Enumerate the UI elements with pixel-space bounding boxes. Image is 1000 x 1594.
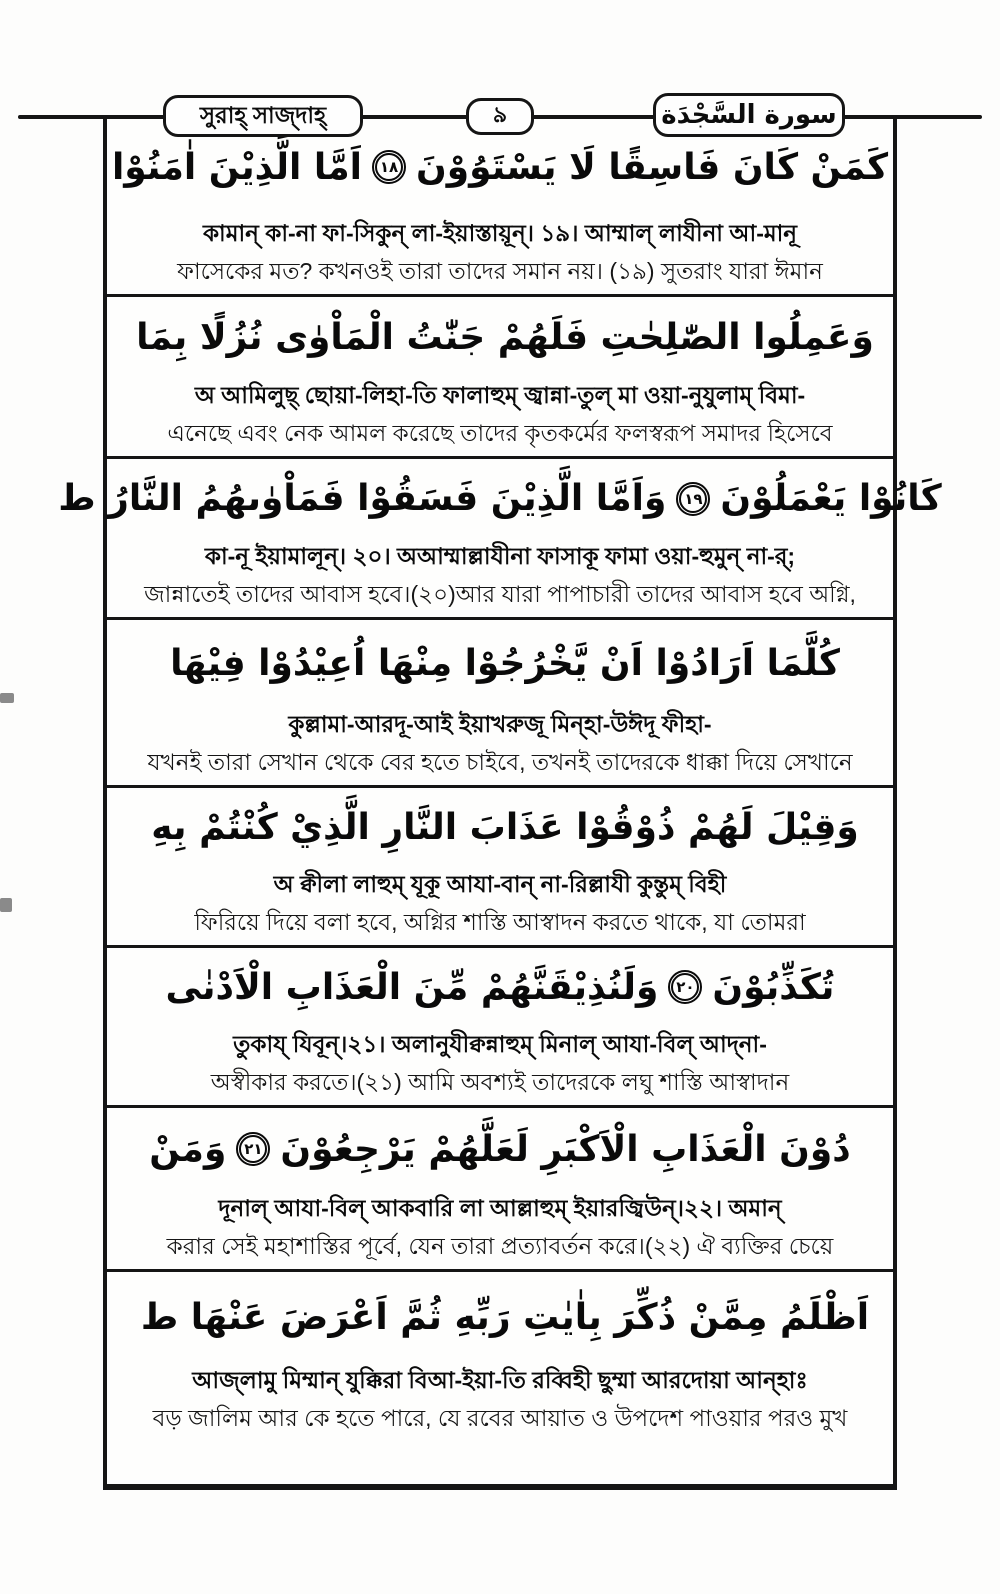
arabic-text: كَمَنْ كَانَ فَاسِقًا لَا يَسْتَوُوْنَ	[415, 146, 889, 188]
translation-line: অস্বীকার করতে।(২১) আমি অবশ্যই তাদেরকে লঘু শাস্তি আস্বাদান	[210, 1069, 790, 1095]
surah-title-arabic: سورة السَّجْدَة	[661, 100, 837, 130]
arabic-text: تُكَذِّبُوْنَ	[712, 966, 835, 1008]
arabic-line	[115, 1108, 885, 1190]
arabic-line	[115, 620, 885, 706]
translation-line: ফিরিয়ে দিয়ে বলা হবে, অগ্নির শাস্তি আস্বাদন করতে থাকে, যা তোমরা	[194, 909, 806, 935]
translation-line: করার সেই মহাশাস্তির পূর্বে, যেন তারা প্রত্যাবর্তন করে।(২২) ঐ ব্যক্তির চেয়ে	[166, 1233, 834, 1259]
arabic-line	[115, 788, 885, 866]
transliteration-line: তুকায্ যিবূন্।২১। অলানুযীক্বন্নাহুম্ মিনাল্ আযা-বিল্ আদ্‌না-	[233, 1031, 767, 1057]
content-frame	[58, 115, 942, 1490]
arabic-text: كُلَّمَا اَرَادُوْا اَنْ يَّخْرُجُوْا مِنْهَا اُعِيْدُوْا فِيْهَا	[170, 642, 840, 684]
verse-section	[107, 1272, 893, 1484]
arabic-text: كَانُوْا يَعْمَلُوْنَ	[720, 478, 942, 519]
translation-line: জান্নাতেই তাদের আবাস হবে।(২০)আর যারা পাপাচারী তাদের আবাস হবে অগ্নি,	[144, 581, 856, 607]
arabic-line	[58, 459, 942, 538]
transliteration-line: দূনাল্ আযা-বিল্ আকবারি লা আল্লাহুম্ ইয়ারজ্বিউন্।২২। অমান্	[218, 1195, 782, 1221]
scan-artifact	[0, 898, 12, 912]
transliteration-line: আজ্‌লামু মিম্মান্ যুক্কিরা বিআ-ইয়া-তি রব্বিহী ছুম্মা আরদোয়া আন্‌হাঃ	[192, 1367, 808, 1393]
translation-line: বড় জালিম আর কে হতে পারে, যে রবের আয়াত ও উপদেশ পাওয়ার পরও মুখ	[152, 1405, 848, 1431]
arabic-text: اَمَّا الَّذِيْنَ اٰمَنُوْا	[111, 146, 362, 188]
page-number: ৯	[492, 102, 508, 127]
surah-title-bengali: সুরাহ্ সাজ্‌দাহ্	[199, 101, 327, 128]
surah-title-arabic-box	[653, 93, 845, 137]
verse-section	[107, 788, 893, 948]
scan-artifact	[0, 693, 14, 703]
arabic-text: اَظْلَمُ مِمَّنْ ذُكِّرَ بِاٰيٰتِ رَبِّهِ ثُمَّ اَعْرَضَ عَنْهَا ط	[140, 1296, 870, 1338]
arabic-text: وَاَمَّا الَّذِيْنَ فَسَقُوْا فَمَاْوٰىهُمُ النَّارُ ط	[58, 478, 667, 519]
page-number-box	[466, 98, 534, 135]
translation-line: এনেছে এবং নেক আমল করেছে তাদের কৃতকর্মের ফলস্বরূপ সমাদর হিসেবে	[167, 420, 833, 446]
arabic-text: وَلَنُذِيْقَنَّهُمْ مِّنَ الْعَذَابِ الْاَدْنٰى	[165, 966, 659, 1008]
arabic-text: وَعَمِلُوا الصّٰلِحٰتِ فَلَهُمْ جَنّٰتُ الْمَاْوٰى نُزُلًا بِمَا	[136, 316, 874, 358]
transliteration-line: অ আমিলুছ্ ছোয়া-লিহা-তি ফালাহুম্ জ্বান্না-তুল্ মা ওয়া-নুযুলাম্ বিমা-	[194, 382, 806, 408]
verse-section	[107, 1108, 893, 1272]
surah-title-bengali-box	[163, 95, 363, 137]
transliteration-line: অ ক্বীলা লাহুম্ যূকূ আযা-বান্ না-রিল্লাযী কুন্তুম্ বিহী	[273, 871, 727, 897]
verse-section	[58, 459, 942, 620]
transliteration-line: কুল্লামা-আরদূ-আই ইয়াখরুজূ মিন্হা-উঈদূ ফীহা-	[288, 711, 712, 737]
arabic-text: وَقِيْلَ لَهُمْ ذُوْقُوْا عَذَابَ النَّارِ الَّذِيْ كُنْتُمْ بِهِ	[151, 806, 859, 848]
arabic-line	[115, 1272, 885, 1362]
ayah-number-rosette: ١٩	[676, 482, 710, 516]
verse-section	[107, 297, 893, 459]
translation-line: ফাসেকের মত? কখনওই তারা তাদের সমান নয়। (১৯) সুতরাং যারা ঈমান	[177, 258, 823, 284]
transliteration-line: কামান্ কা-না ফা-সিকুন্ লা-ইয়াস্তায়ূন্। ১৯। আম্মাল্ লাযীনা আ-মানূ	[202, 220, 798, 246]
ayah-number-rosette: ٢١	[236, 1132, 270, 1166]
transliteration-line: কা-নূ ইয়ামালূন্। ২০। অআম্মাল্লাযীনা ফাসাকূ ফামা ওয়া-হুমুন্ না-র্;	[204, 543, 796, 569]
arabic-text: وَمَنْ	[149, 1128, 227, 1170]
arabic-line	[115, 948, 885, 1026]
verse-section	[107, 119, 893, 297]
verse-section	[107, 620, 893, 788]
arabic-text: دُوْنَ الْعَذَابِ الْاَكْبَرِ لَعَلَّهُمْ يَرْجِعُوْنَ	[280, 1128, 851, 1170]
translation-line: যখনই তারা সেখান থেকে বের হতে চাইবে, তখনই তাদেরকে ধাক্কা দিয়ে সেখানে	[147, 749, 853, 775]
ayah-number-rosette: ١٨	[372, 150, 406, 184]
ayah-number-rosette: ٢٠	[668, 970, 702, 1004]
verse-section	[107, 948, 893, 1108]
arabic-line	[115, 297, 885, 377]
